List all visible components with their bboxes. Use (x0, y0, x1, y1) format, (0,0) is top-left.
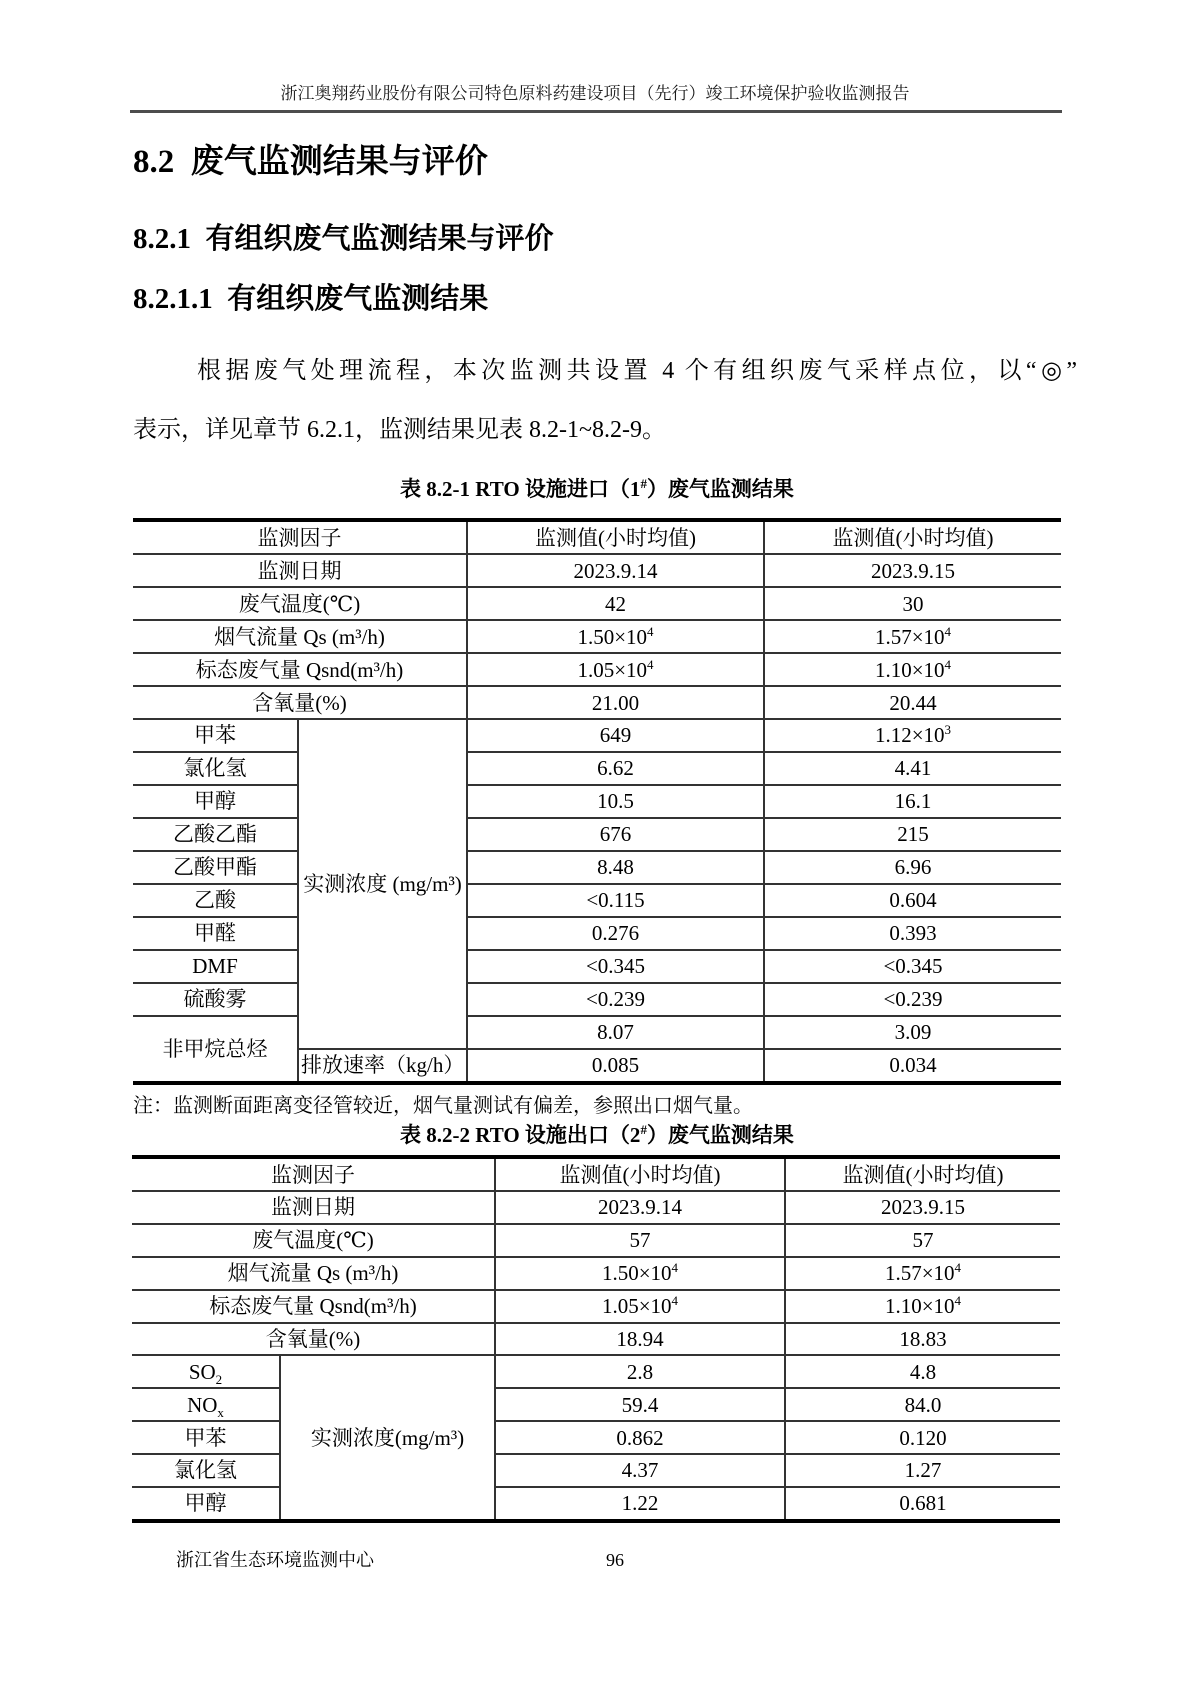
measured-concentration-label: 实测浓度 (mg/m³) (298, 719, 467, 1049)
table1-header-value1: 监测值(小时均值) (467, 520, 764, 554)
cell-value (785, 1388, 1060, 1421)
table1-title-superscript: # (640, 476, 647, 491)
cell-value (764, 950, 1061, 983)
cell-value-base: 20.44 (889, 690, 937, 715)
table2-header-value2: 监测值(小时均值) (785, 1157, 1060, 1191)
cell-value-base: 676 (599, 822, 632, 847)
cell-value (495, 1454, 785, 1487)
cell-value-base: 1.05×10 (577, 657, 648, 682)
cell-value (467, 1016, 764, 1049)
cell-value (467, 1049, 764, 1083)
table-row (133, 752, 1061, 785)
pollutant-name: 乙酸 (133, 884, 298, 917)
table2-title (133, 1120, 1061, 1150)
table2-title-superscript: # (640, 1122, 647, 1137)
cell-value-base: 4.41 (894, 756, 932, 781)
pollutant-name-sub: x (217, 1404, 224, 1420)
header-rule (130, 110, 1062, 113)
table2-title-pre: 表 8.2-2 RTO 设施出口（2 (400, 1123, 641, 1147)
cell-value-base: 3.09 (894, 1020, 932, 1045)
pollutant-name: 硫酸雾 (133, 983, 298, 1016)
cell-value (785, 1487, 1060, 1521)
pollutant-name-sub: 2 (215, 1372, 223, 1388)
cell-value-base: 2023.9.15 (881, 1195, 965, 1220)
pollutant-name-base: 甲苯 (184, 1425, 227, 1450)
table-row (132, 1290, 1060, 1323)
cell-value (764, 620, 1061, 653)
table-row (133, 851, 1061, 884)
footer-page-number: 96 (606, 1550, 624, 1570)
cell-value (495, 1191, 785, 1224)
cell-value (495, 1355, 785, 1388)
cell-value-base: 30 (902, 591, 924, 616)
cell-value-base: 2023.9.15 (871, 558, 955, 583)
table-row (133, 917, 1061, 950)
table-row (132, 1191, 1060, 1224)
cell-value-base: 1.10×10 (884, 1294, 955, 1319)
pollutant-name: DMF (133, 950, 298, 983)
cell-value (467, 719, 764, 752)
cell-value (764, 719, 1061, 752)
table-row (132, 1421, 1060, 1454)
cell-value (467, 818, 764, 851)
table2-title-post: ）废气监测结果 (646, 1123, 794, 1147)
table-row (133, 785, 1061, 818)
cell-value-base: 57 (629, 1228, 651, 1253)
cell-value-base: <0.115 (586, 888, 645, 913)
row-label: 烟气流量 Qs (m³/h) (132, 1257, 495, 1290)
cell-value (467, 554, 764, 587)
cell-value-exp: 4 (954, 1293, 962, 1309)
section-heading-8-2-1-1: 8.2.1.1 有组织废气监测结果 (133, 283, 489, 315)
row-label: 烟气流量 Qs (m³/h) (133, 620, 467, 653)
cell-value-base: 1.12×10 (874, 723, 945, 748)
cell-value (495, 1388, 785, 1421)
table-row (133, 983, 1061, 1016)
cell-value-base: 1.57×10 (884, 1261, 955, 1286)
table-row (132, 1355, 1060, 1388)
cell-value (495, 1290, 785, 1323)
table-row (133, 686, 1061, 719)
cell-value-base: 59.4 (621, 1392, 659, 1417)
cell-value (467, 620, 764, 653)
cell-value (785, 1355, 1060, 1388)
cell-value-base: 0.862 (616, 1425, 664, 1450)
row-label: 标态废气量 Qsnd(m³/h) (132, 1290, 495, 1323)
cell-value (764, 818, 1061, 851)
pollutant-name: 甲苯 (133, 719, 298, 752)
pollutant-name (132, 1487, 280, 1521)
cell-value (495, 1487, 785, 1521)
table-row (133, 520, 1061, 554)
cell-value (495, 1323, 785, 1356)
pollutant-name: 乙酸甲酯 (133, 851, 298, 884)
row-label: 废气温度(℃) (133, 587, 467, 620)
cell-value (467, 884, 764, 917)
intro-paragraph-line-1: 根据废气处理流程，本次监测共设置 4 个有组织废气采样点位，以“◎” (197, 358, 1077, 384)
pollutant-name (132, 1454, 280, 1487)
cell-value-base: 1.57×10 (874, 624, 945, 649)
cell-value-base: <0.345 (585, 954, 646, 979)
cell-value-exp: 4 (671, 1260, 679, 1276)
table-row (133, 587, 1061, 620)
table-row (132, 1487, 1060, 1521)
table-row (133, 719, 1061, 752)
cell-value-base: 8.07 (597, 1020, 634, 1045)
pollutant-name: 甲醛 (133, 917, 298, 950)
cell-value-base: 1.10×10 (874, 657, 945, 682)
cell-value-base: 42 (605, 591, 626, 616)
table-row (132, 1454, 1060, 1487)
cell-value-base: 0.034 (889, 1053, 937, 1078)
row-label: 含氧量(%) (132, 1323, 495, 1356)
table-row (133, 950, 1061, 983)
pollutant-name-nmhc: 非甲烷总烃 (133, 1016, 298, 1083)
cell-value (467, 983, 764, 1016)
table2-header-value1: 监测值(小时均值) (495, 1157, 785, 1191)
cell-value (467, 686, 764, 719)
cell-value-base: 2.8 (626, 1359, 654, 1384)
cell-value-base: 2023.9.14 (573, 558, 658, 583)
section-heading-8-2: 8.2 废气监测结果与评价 (133, 144, 488, 180)
cell-value-base: 4.8 (909, 1359, 937, 1384)
cell-value-exp: 4 (954, 1260, 962, 1276)
cell-value-base: 6.96 (894, 855, 932, 880)
cell-value (785, 1191, 1060, 1224)
pollutant-name: 甲醇 (133, 785, 298, 818)
cell-value (764, 917, 1061, 950)
cell-value (764, 884, 1061, 917)
cell-value (764, 653, 1061, 686)
cell-value (764, 1049, 1061, 1083)
cell-value (764, 851, 1061, 884)
cell-value-base: 10.5 (597, 789, 634, 814)
cell-value (467, 785, 764, 818)
cell-value-base: 18.94 (616, 1326, 664, 1351)
pollutant-name (132, 1388, 280, 1421)
table1-title-pre: 表 8.2-1 RTO 设施进口（1 (400, 477, 641, 501)
cell-value (785, 1224, 1060, 1257)
section-heading-8-2-1: 8.2.1 有组织废气监测结果与评价 (133, 223, 554, 255)
table-row (132, 1257, 1060, 1290)
cell-value-exp: 4 (944, 623, 952, 639)
footer-organization: 浙江省生态环境监测中心 (176, 1550, 374, 1570)
table1-header-value2: 监测值(小时均值) (764, 520, 1061, 554)
cell-value-base: <0.345 (883, 954, 943, 979)
row-label: 监测日期 (132, 1191, 495, 1224)
pollutant-name: 氯化氢 (133, 752, 298, 785)
cell-value (764, 983, 1061, 1016)
table2-rto-outlet (132, 1155, 1060, 1523)
cell-value-base: 8.48 (597, 855, 634, 880)
cell-value-exp: 4 (647, 656, 654, 672)
cell-value (467, 587, 764, 620)
cell-value-base: 0.085 (591, 1053, 640, 1078)
table-row (132, 1157, 1060, 1191)
cell-value-base: 0.276 (591, 921, 640, 946)
cell-value (495, 1421, 785, 1454)
cell-value (785, 1290, 1060, 1323)
table-row (133, 653, 1061, 686)
cell-value-base: 4.37 (621, 1458, 659, 1483)
cell-value-base: 6.62 (597, 756, 634, 781)
table-row (133, 554, 1061, 587)
cell-value (785, 1257, 1060, 1290)
table-row (133, 620, 1061, 653)
cell-value (467, 752, 764, 785)
intro-paragraph-line-2: 表示，详见章节 6.2.1，监测结果见表 8.2-1~8.2-9。 (133, 417, 666, 443)
cell-value-base: 16.1 (894, 789, 932, 814)
cell-value (764, 554, 1061, 587)
cell-value (764, 686, 1061, 719)
cell-value-base: 57 (912, 1228, 934, 1253)
table-row (132, 1323, 1060, 1356)
table-row (132, 1224, 1060, 1257)
table1-header-factor: 监测因子 (133, 520, 467, 554)
cell-value-exp: 4 (647, 623, 654, 639)
pollutant-name: 乙酸乙酯 (133, 818, 298, 851)
cell-value-base: 1.22 (621, 1491, 659, 1516)
row-label: 含氧量(%) (133, 686, 467, 719)
table1-note: 注：监测断面距离变径管较近，烟气量测试有偏差，参照出口烟气量。 (133, 1095, 753, 1117)
cell-value-base: 84.0 (904, 1392, 942, 1417)
cell-value-base: 649 (599, 723, 632, 748)
cell-value (495, 1257, 785, 1290)
cell-value-base: 1.05×10 (601, 1294, 672, 1319)
cell-value-base: 0.120 (899, 1425, 947, 1450)
cell-value-base: 0.604 (889, 888, 937, 913)
cell-value (467, 917, 764, 950)
cell-value (785, 1454, 1060, 1487)
cell-value-base: 215 (897, 822, 929, 847)
cell-value-base: 2023.9.14 (598, 1195, 682, 1220)
row-label: 监测日期 (133, 554, 467, 587)
table-row (132, 1388, 1060, 1421)
cell-value-base: 18.83 (899, 1326, 947, 1351)
intro-paragraph (133, 342, 1077, 460)
pollutant-name-base: 氯化氢 (174, 1458, 237, 1483)
table-row (133, 1016, 1061, 1049)
cell-value-base: <0.239 (585, 987, 646, 1012)
table-row (133, 818, 1061, 851)
cell-value-exp: 3 (944, 722, 952, 738)
cell-value (467, 950, 764, 983)
emission-rate-label: 排放速率（kg/h） (298, 1049, 467, 1083)
cell-value (785, 1323, 1060, 1356)
measured-concentration-label: 实测浓度(mg/m³) (280, 1355, 495, 1521)
cell-value-base: <0.239 (883, 987, 943, 1012)
table2-header-factor: 监测因子 (132, 1157, 495, 1191)
cell-value-base: 1.27 (904, 1458, 942, 1483)
cell-value (764, 785, 1061, 818)
pollutant-name-base: 甲醇 (184, 1491, 227, 1516)
pollutant-name-base: NO (187, 1392, 218, 1417)
cell-value (764, 587, 1061, 620)
cell-value-exp: 4 (671, 1293, 679, 1309)
pollutant-name (132, 1355, 280, 1388)
row-label: 废气温度(℃) (132, 1224, 495, 1257)
cell-value-base: 1.50×10 (577, 624, 648, 649)
table1-title-post: ）废气监测结果 (646, 477, 794, 501)
table1-title (133, 474, 1061, 504)
table1-rto-inlet (133, 518, 1061, 1085)
cell-value-base: 0.681 (899, 1491, 947, 1516)
pollutant-name-base: SO (188, 1359, 216, 1384)
cell-value (467, 851, 764, 884)
table-row (133, 884, 1061, 917)
pollutant-name (132, 1421, 280, 1454)
cell-value (467, 653, 764, 686)
cell-value-base: 1.50×10 (601, 1261, 672, 1286)
cell-value-exp: 4 (944, 656, 952, 672)
cell-value (764, 1016, 1061, 1049)
cell-value-base: 21.00 (591, 690, 640, 715)
cell-value (785, 1421, 1060, 1454)
cell-value (764, 752, 1061, 785)
row-label: 标态废气量 Qsnd(m³/h) (133, 653, 467, 686)
cell-value (495, 1224, 785, 1257)
page-header-text: 浙江奥翔药业股份有限公司特色原料药建设项目（先行）竣工环境保护验收监测报告 (280, 84, 910, 103)
cell-value-base: 0.393 (889, 921, 937, 946)
